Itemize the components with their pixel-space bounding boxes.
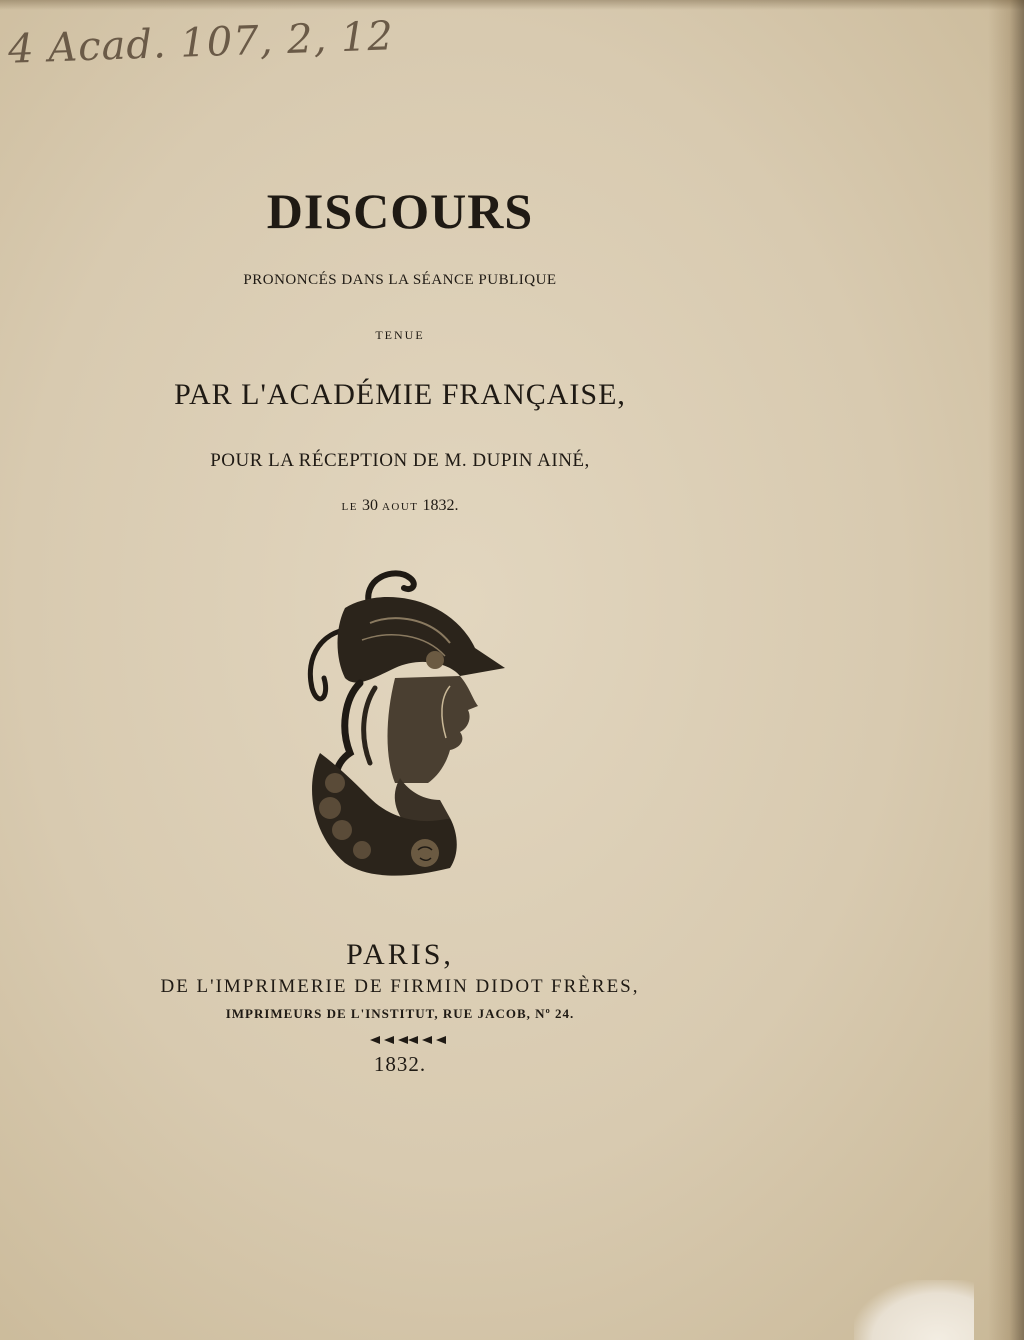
torn-corner xyxy=(854,1280,974,1340)
subtitle-line-2: TENUE xyxy=(375,328,425,342)
date-day: 30 xyxy=(361,497,378,514)
minerva-head-icon xyxy=(300,568,510,880)
page-title: DISCOURS xyxy=(266,183,534,239)
page-edge-right xyxy=(988,0,1024,1340)
date-line xyxy=(0,497,800,515)
subtitle-line-1: PRONONCÉS DANS LA SÉANCE PUBLIQUE xyxy=(243,272,557,288)
reception-line: POUR LA RÉCEPTION DE M. DUPIN AINÉ, xyxy=(210,450,590,471)
date-year: 1832. xyxy=(422,497,459,514)
page-edge-top xyxy=(0,0,1024,10)
handwritten-shelfmark: 4 Acad. 107, 2, 12 xyxy=(7,13,395,73)
imprint-city: PARIS, xyxy=(346,938,454,971)
academy-line: PAR L'ACADÉMIE FRANÇAISE, xyxy=(174,378,626,411)
imprint-printer: DE L'IMPRIMERIE DE FIRMIN DIDOT FRÈRES, xyxy=(160,976,640,997)
date-month: AOUT xyxy=(381,501,419,513)
imprint-year: 1832. xyxy=(373,1052,427,1076)
date-prefix: LE xyxy=(341,501,358,513)
imprint-address: IMPRIMEURS DE L'INSTITUT, RUE JACOB, Nº 24. xyxy=(225,1006,575,1021)
ornamental-rule xyxy=(370,1036,446,1044)
